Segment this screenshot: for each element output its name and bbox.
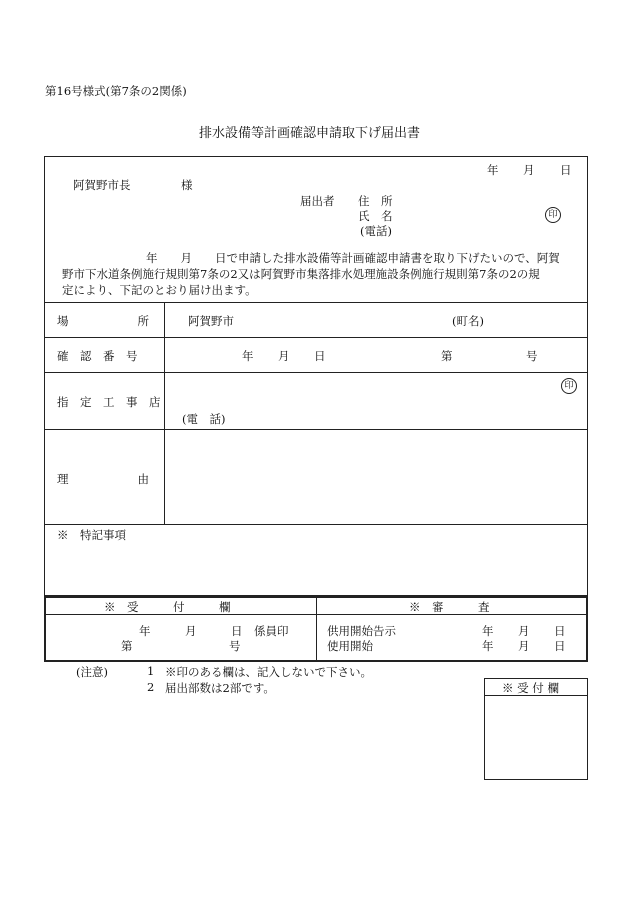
note-1-number: 1 [147,664,155,678]
reception-no-prefix: 第 [121,639,133,653]
column-divider [164,302,165,524]
review-item-1: 供用開始告示 [327,624,396,638]
confirm-month: 月 [278,349,290,363]
addressee-name: 阿賀野市長 [73,178,131,192]
row-divider [44,302,588,303]
date-month: 月 [523,163,535,177]
contractor-seal-icon: 印 [561,378,577,394]
stamp-box-label: ※ 受 付 欄 [502,681,559,695]
special-notes-label: ※ 特記事項 [57,528,126,542]
form-id: 第16号様式(第7条の2関係) [45,84,187,98]
contractor-phone: (電 話) [182,412,226,426]
reception-no-suffix: 号 [229,639,241,653]
review-day-2: 日 [554,639,566,653]
body-text [62,250,572,298]
note-2-number: 2 [147,680,155,694]
reception-date-line: 年 月 日 係員印 [139,624,289,638]
row-divider [44,337,588,338]
confirm-day: 日 [314,349,326,363]
applicant-seal-icon: 印 [545,207,561,223]
confirm-no-prefix: 第 [441,349,453,363]
review-month-2: 月 [518,639,530,653]
row-divider [44,429,588,430]
review-month-1: 月 [518,624,530,638]
review-day-1: 日 [554,624,566,638]
confirm-year: 年 [242,349,254,363]
location-town: (町名) [452,314,484,328]
office-column-divider [316,597,317,661]
applicant-address-label: 住 所 [358,194,393,208]
confirm-no-label: 確 認 番 号 [57,349,138,363]
review-year-1: 年 [482,624,494,638]
date-year: 年 [487,163,499,177]
review-header: ※ 審 査 [409,600,490,614]
reason-label: 理 由 [57,472,149,486]
reception-header: ※ 受 付 欄 [104,600,231,614]
applicant-label: 届出者 [300,194,335,208]
row-divider [44,372,588,373]
date-day: 日 [560,163,572,177]
location-label: 場 所 [57,314,149,328]
note-1-text: ※印のある欄は、記入しないで下さい。 [165,665,372,679]
applicant-phone-label: (電話) [360,224,392,238]
addressee-honorific: 様 [181,178,193,192]
review-year-2: 年 [482,639,494,653]
applicant-name-label: 氏 名 [358,209,393,223]
notes-label: (注意) [76,665,108,679]
body-line-2: 野市下水道条例施行規則第7条の2又は阿賀野市集落排水処理施設条例施行規則第7条の2の規 [62,267,540,281]
row-divider [44,524,588,525]
note-2-text: 届出部数は2部です。 [165,681,275,695]
document-title: 排水設備等計画確認申請取下げ届出書 [199,126,421,141]
body-line-3: 定により、下記のとおり届け出ます。 [62,283,257,297]
review-item-2: 使用開始 [327,639,373,653]
confirm-no-suffix: 号 [526,349,538,363]
body-line-1: 年 月 日で申請した排水設備等計画確認申請書を取り下げたいので、阿賀 [146,251,560,265]
contractor-label: 指 定 工 事 店 [57,395,161,409]
location-city: 阿賀野市 [188,314,234,328]
